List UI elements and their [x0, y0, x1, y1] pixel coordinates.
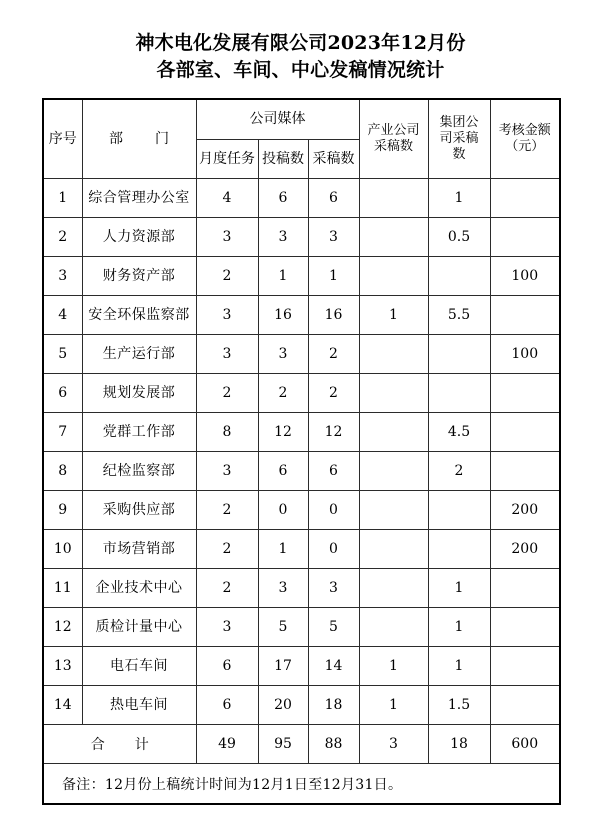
cell-sequence-number: 4 [43, 296, 82, 335]
total-accepted-count: 88 [308, 725, 359, 764]
total-label [43, 725, 196, 764]
cell-monthly-task: 3 [196, 218, 258, 257]
title-line-2: 各部室、车间、中心发稿情况统计 [156, 59, 445, 81]
cell-department-name: 财务资产部 [82, 257, 196, 296]
cell-monthly-task: 3 [196, 452, 258, 491]
cell-submitted-count: 3 [258, 218, 308, 257]
cell-industry-company-accepted: 1 [359, 296, 428, 335]
header-group-company-accepted [428, 99, 490, 179]
cell-accepted-count: 2 [308, 374, 359, 413]
cell-monthly-task: 8 [196, 413, 258, 452]
cell-submitted-count: 20 [258, 686, 308, 725]
cell-accepted-count: 3 [308, 218, 359, 257]
table-row [43, 686, 560, 725]
cell-department-name: 采购供应部 [82, 491, 196, 530]
cell-submitted-count: 3 [258, 569, 308, 608]
cell-group-company-accepted: 5.5 [428, 296, 490, 335]
cell-assessment-amount: 200 [490, 491, 560, 530]
cell-industry-company-accepted [359, 530, 428, 569]
cell-department-name: 纪检监察部 [82, 452, 196, 491]
cell-group-company-accepted [428, 491, 490, 530]
cell-monthly-task: 2 [196, 491, 258, 530]
cell-industry-company-accepted [359, 179, 428, 218]
cell-industry-company-accepted [359, 335, 428, 374]
cell-monthly-task: 2 [196, 257, 258, 296]
cell-assessment-amount: 100 [490, 335, 560, 374]
cell-industry-company-accepted [359, 413, 428, 452]
table-row [43, 647, 560, 686]
cell-assessment-amount [490, 452, 560, 491]
cell-sequence-number: 14 [43, 686, 82, 725]
table-row [43, 413, 560, 452]
cell-accepted-count: 5 [308, 608, 359, 647]
total-submitted-count: 95 [258, 725, 308, 764]
cell-submitted-count: 6 [258, 179, 308, 218]
cell-accepted-count: 6 [308, 179, 359, 218]
cell-accepted-count: 12 [308, 413, 359, 452]
cell-assessment-amount [490, 218, 560, 257]
cell-submitted-count: 1 [258, 530, 308, 569]
cell-group-company-accepted: 1 [428, 179, 490, 218]
cell-submitted-count: 6 [258, 452, 308, 491]
total-group-company-accepted: 18 [428, 725, 490, 764]
cell-group-company-accepted [428, 530, 490, 569]
cell-group-company-accepted: 1 [428, 647, 490, 686]
cell-industry-company-accepted [359, 608, 428, 647]
cell-submitted-count: 5 [258, 608, 308, 647]
cell-department-name: 安全环保监察部 [82, 296, 196, 335]
cell-monthly-task: 2 [196, 530, 258, 569]
cell-submitted-count: 2 [258, 374, 308, 413]
header-assessment-amount [490, 99, 560, 179]
cell-department-name: 质检计量中心 [82, 608, 196, 647]
cell-monthly-task: 3 [196, 296, 258, 335]
table-header-row-top [43, 99, 560, 140]
cell-group-company-accepted [428, 335, 490, 374]
cell-assessment-amount: 200 [490, 530, 560, 569]
cell-submitted-count: 3 [258, 335, 308, 374]
cell-sequence-number: 12 [43, 608, 82, 647]
cell-industry-company-accepted [359, 569, 428, 608]
table-row [43, 257, 560, 296]
header-department: 部 门 [82, 99, 196, 179]
cell-sequence-number: 10 [43, 530, 82, 569]
cell-department-name: 规划发展部 [82, 374, 196, 413]
cell-sequence-number: 6 [43, 374, 82, 413]
cell-assessment-amount [490, 413, 560, 452]
total-industry-company-accepted: 3 [359, 725, 428, 764]
header-industry-company-accepted [359, 99, 428, 179]
cell-assessment-amount [490, 569, 560, 608]
cell-monthly-task: 6 [196, 686, 258, 725]
note-text: 备注：12月份上稿统计时间为12月1日至12月31日。 [43, 764, 560, 805]
cell-submitted-count: 0 [258, 491, 308, 530]
cell-assessment-amount: 100 [490, 257, 560, 296]
cell-accepted-count: 2 [308, 335, 359, 374]
cell-monthly-task: 3 [196, 608, 258, 647]
table-row [43, 530, 560, 569]
cell-submitted-count: 17 [258, 647, 308, 686]
header-accepted-count: 采稿数 [308, 140, 359, 179]
header-assessment-line-1: 考核金额 [498, 123, 551, 138]
header-assessment-line-2: （元） [505, 139, 545, 154]
page-title [42, 30, 559, 84]
cell-monthly-task: 2 [196, 374, 258, 413]
cell-group-company-accepted: 4.5 [428, 413, 490, 452]
cell-monthly-task: 6 [196, 647, 258, 686]
table-total-row [43, 725, 560, 764]
cell-accepted-count: 14 [308, 647, 359, 686]
cell-accepted-count: 16 [308, 296, 359, 335]
cell-sequence-number: 1 [43, 179, 82, 218]
cell-industry-company-accepted: 1 [359, 686, 428, 725]
statistics-table-container [42, 98, 559, 805]
cell-department-name: 热电车间 [82, 686, 196, 725]
cell-group-company-accepted: 1 [428, 608, 490, 647]
cell-assessment-amount [490, 647, 560, 686]
cell-sequence-number: 5 [43, 335, 82, 374]
header-company-media: 公司媒体 [196, 99, 359, 140]
table-row [43, 374, 560, 413]
title-line-1: 神木电化发展有限公司2023年12月份 [135, 32, 466, 54]
table-row [43, 296, 560, 335]
cell-group-company-accepted [428, 257, 490, 296]
cell-department-name: 党群工作部 [82, 413, 196, 452]
cell-submitted-count: 12 [258, 413, 308, 452]
total-assessment-amount: 600 [490, 725, 560, 764]
cell-monthly-task: 4 [196, 179, 258, 218]
cell-accepted-count: 3 [308, 569, 359, 608]
header-sequence-number: 序号 [43, 99, 82, 179]
cell-accepted-count: 0 [308, 491, 359, 530]
cell-industry-company-accepted [359, 452, 428, 491]
cell-submitted-count: 1 [258, 257, 308, 296]
cell-sequence-number: 9 [43, 491, 82, 530]
table-row [43, 179, 560, 218]
total-monthly-task: 49 [196, 725, 258, 764]
cell-sequence-number: 3 [43, 257, 82, 296]
table-row [43, 569, 560, 608]
total-label-text: 合 计 [90, 737, 157, 753]
cell-assessment-amount [490, 608, 560, 647]
table-note-row [43, 764, 560, 805]
cell-assessment-amount [490, 179, 560, 218]
cell-group-company-accepted: 1.5 [428, 686, 490, 725]
header-monthly-task: 月度任务 [196, 140, 258, 179]
cell-sequence-number: 8 [43, 452, 82, 491]
header-industry-line-2: 采稿数 [373, 139, 413, 154]
cell-group-company-accepted: 2 [428, 452, 490, 491]
header-group-line-1: 集团公 [439, 115, 479, 130]
cell-department-name: 企业技术中心 [82, 569, 196, 608]
cell-accepted-count: 18 [308, 686, 359, 725]
cell-accepted-count: 0 [308, 530, 359, 569]
table-row [43, 335, 560, 374]
cell-assessment-amount [490, 686, 560, 725]
cell-submitted-count: 16 [258, 296, 308, 335]
cell-accepted-count: 1 [308, 257, 359, 296]
table-row [43, 218, 560, 257]
cell-accepted-count: 6 [308, 452, 359, 491]
cell-assessment-amount [490, 374, 560, 413]
cell-department-name: 电石车间 [82, 647, 196, 686]
cell-industry-company-accepted: 1 [359, 647, 428, 686]
header-group-line-3: 数 [452, 147, 466, 162]
table-row [43, 608, 560, 647]
cell-industry-company-accepted [359, 374, 428, 413]
cell-group-company-accepted: 1 [428, 569, 490, 608]
cell-industry-company-accepted [359, 218, 428, 257]
cell-department-name: 人力资源部 [82, 218, 196, 257]
table-row [43, 452, 560, 491]
cell-sequence-number: 11 [43, 569, 82, 608]
header-submitted-count: 投稿数 [258, 140, 308, 179]
table-row [43, 491, 560, 530]
cell-monthly-task: 3 [196, 335, 258, 374]
cell-sequence-number: 7 [43, 413, 82, 452]
cell-industry-company-accepted [359, 257, 428, 296]
cell-monthly-task: 2 [196, 569, 258, 608]
cell-department-name: 市场营销部 [82, 530, 196, 569]
cell-sequence-number: 2 [43, 218, 82, 257]
cell-department-name: 综合管理办公室 [82, 179, 196, 218]
header-industry-line-1: 产业公司 [367, 123, 420, 138]
statistics-table [42, 98, 561, 805]
cell-group-company-accepted: 0.5 [428, 218, 490, 257]
header-group-line-2: 司采稿 [439, 131, 479, 146]
cell-sequence-number: 13 [43, 647, 82, 686]
cell-group-company-accepted [428, 374, 490, 413]
cell-assessment-amount [490, 296, 560, 335]
cell-industry-company-accepted [359, 491, 428, 530]
cell-department-name: 生产运行部 [82, 335, 196, 374]
